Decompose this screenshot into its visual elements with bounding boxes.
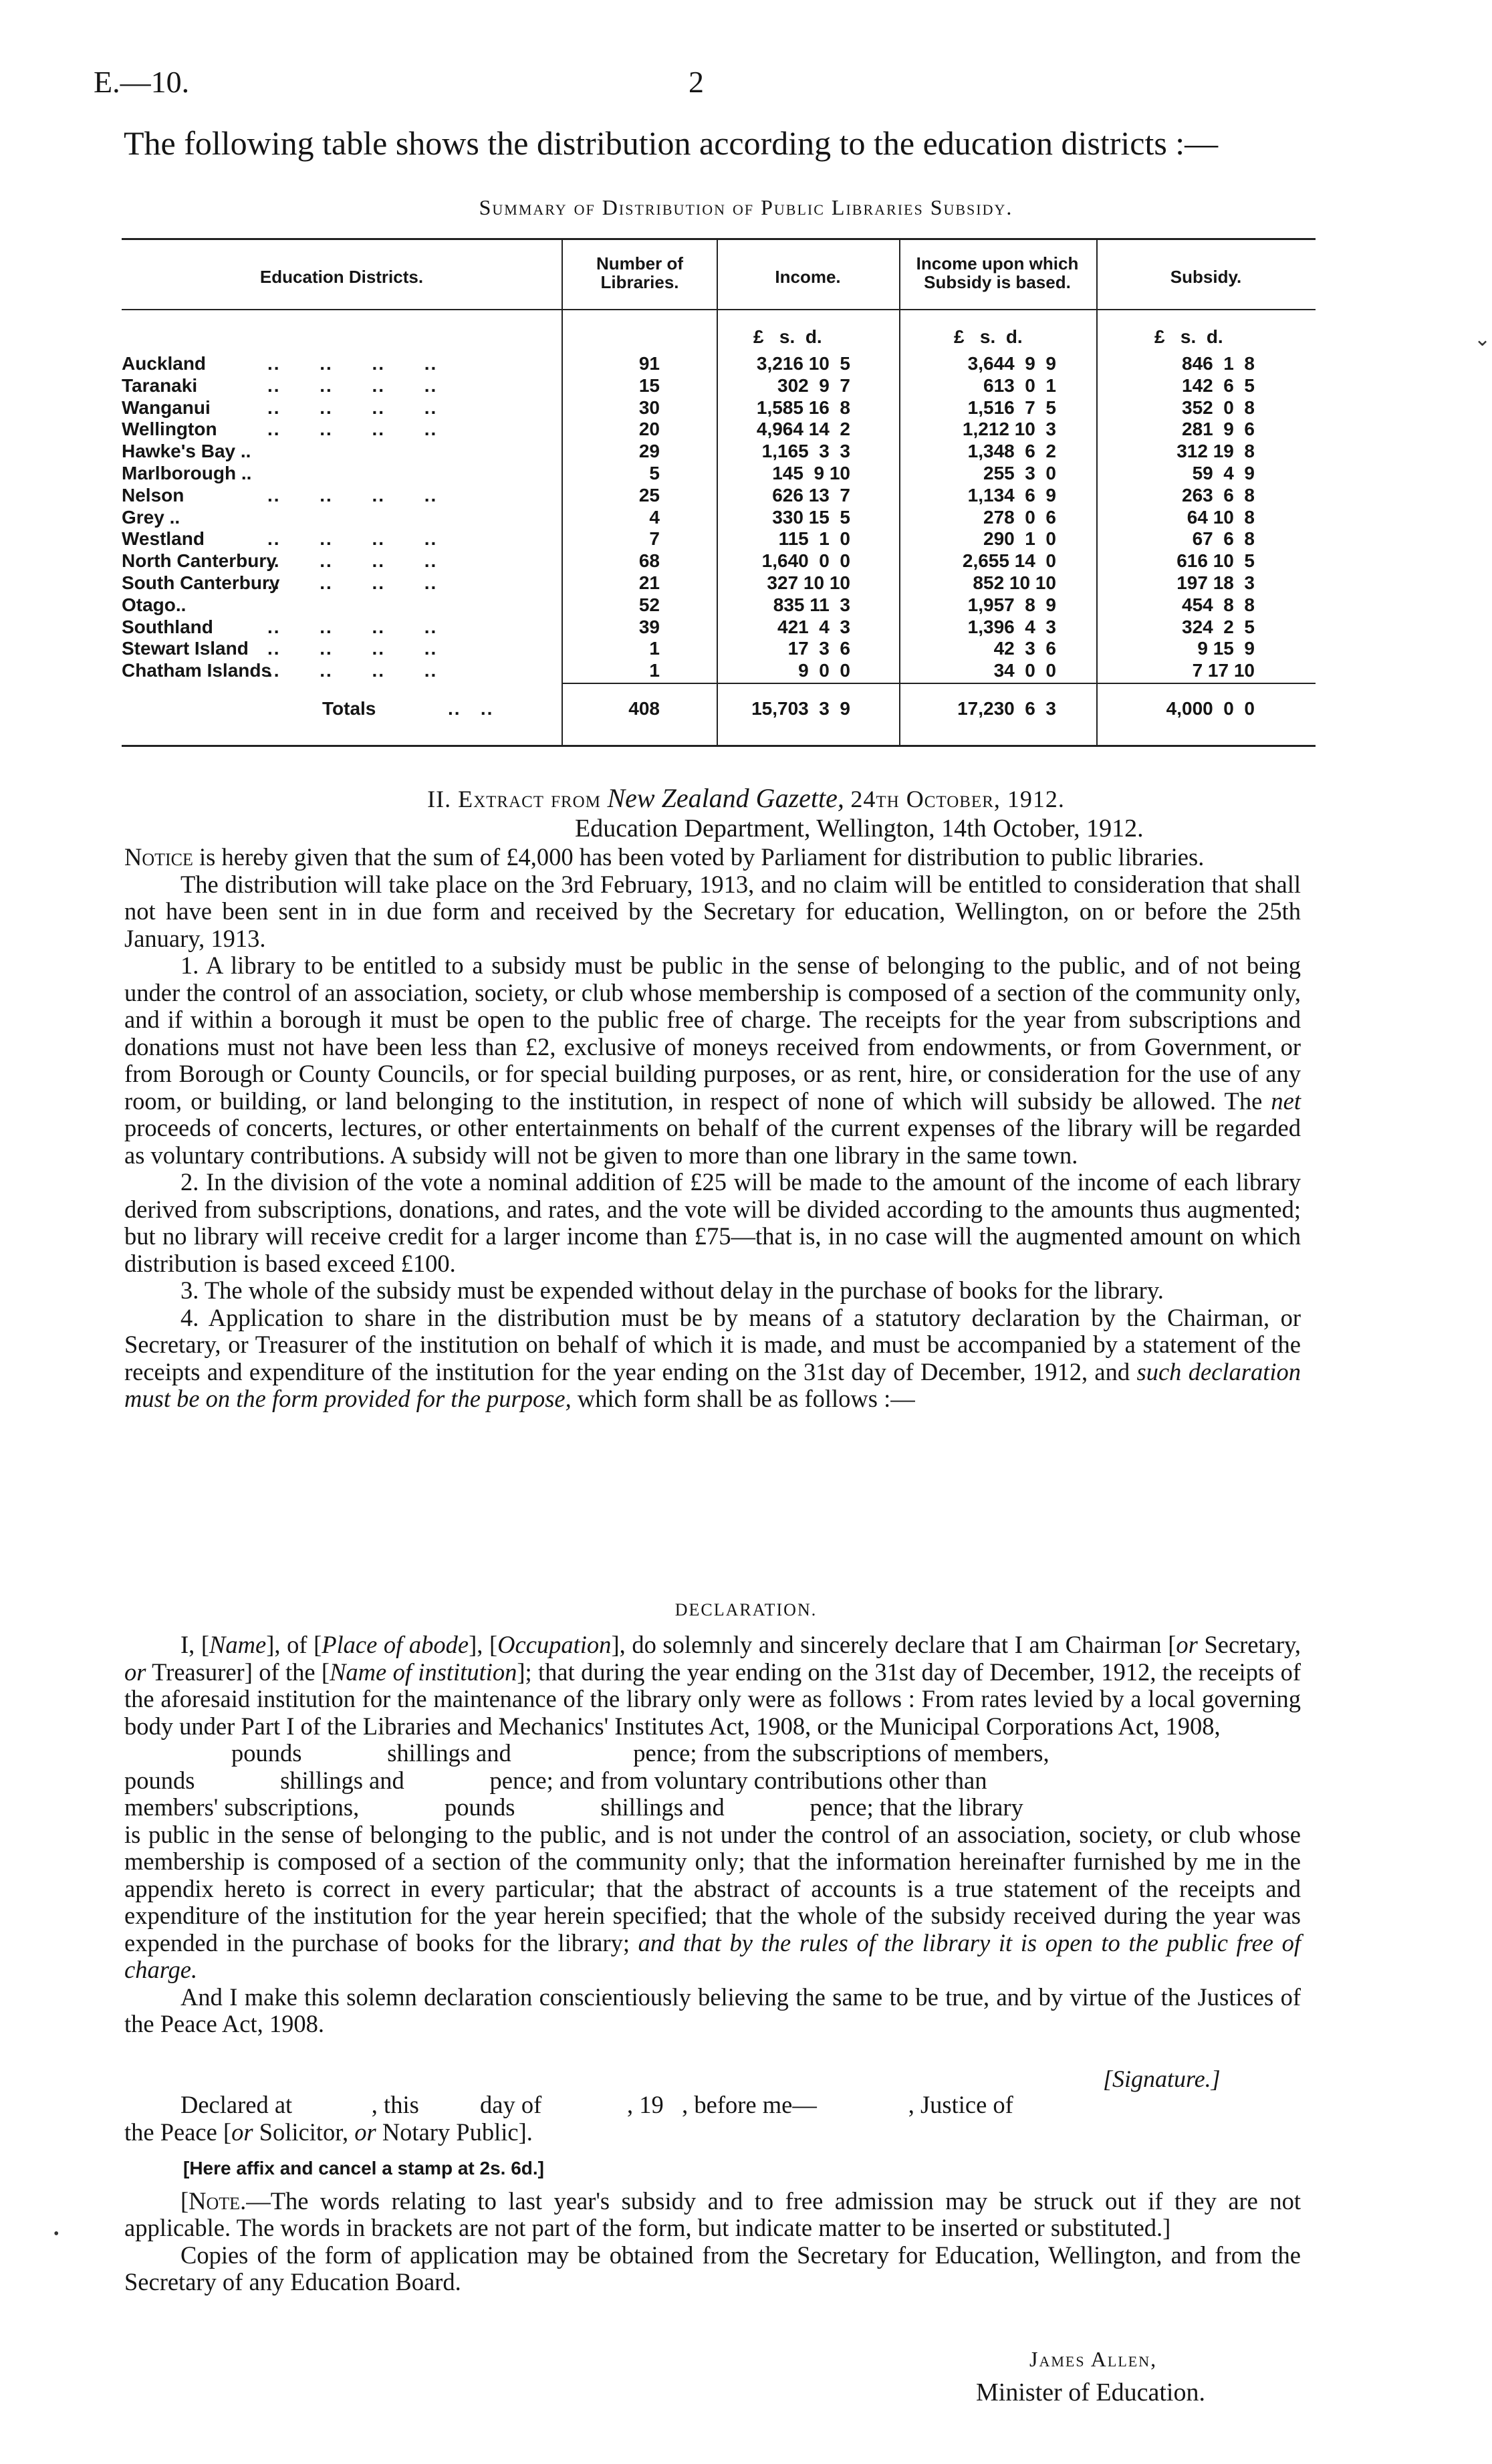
- libraries-cell: 20: [638, 419, 660, 440]
- table-row: [122, 441, 1316, 462]
- district-cell: Otago..: [122, 594, 186, 615]
- table-caption: Summary of Distribution of Public Libraries Subsidy.: [479, 195, 1013, 219]
- district-cell: Auckland: [122, 353, 207, 374]
- district-cell: Taranaki: [122, 374, 198, 396]
- note-paragraph: [Note.—The words relating to last year's subsidy and to free admission may be struck out if they are not applicable. The words in brackets are not part of the form, but indicate matter to be inserted or substituted.]: [124, 2187, 1301, 2241]
- condition-4-paragraph: 4. Application to share in the distribution must be by means of a statutory declaration by the Chairman, or Secretary, or Treasurer of the institution on behalf of which it is made, and must be accompanied by a statement of the receipts and expenditure of the institution for the year ending on the 31st day of December, 1912, and such declaration must be on the form provided for the purpose, which form shall be as follows :—: [124, 1303, 1301, 1412]
- header-number-of-libraries: Number of Libraries.: [596, 253, 683, 292]
- based-cell: 1,957 8 9: [967, 594, 1056, 615]
- declaration-heading: DECLARATION.: [674, 1600, 818, 1619]
- income-cell: 4,964 14 2: [756, 419, 850, 440]
- income-cell: 1,640 0 0: [761, 550, 850, 572]
- table-row: [122, 594, 1316, 616]
- leader-dots: .. .. .. ..: [267, 484, 438, 506]
- subsidy-cell: 64 10 8: [1187, 506, 1255, 528]
- totals-income: 15,703 3 9: [751, 698, 850, 719]
- subsidy-cell: 263 6 8: [1182, 484, 1255, 506]
- margin-mark: •: [53, 2225, 59, 2243]
- leader-dots: .. .. .. ..: [267, 419, 438, 440]
- table-row: [122, 528, 1316, 550]
- table-row: [122, 507, 1316, 528]
- leader-dots: .. .. .. ..: [267, 397, 438, 418]
- condition-1-paragraph: 1. A library to be entitled to a subsidy must be public in the sense of belonging to the public, and of not being under the control of an association, society, or club whose membership is composed of a section of the community only, and if within a borough it must be open to the public free of charge. The receipts for the year from subscriptions and donations must not have been less than £2, exclusive of moneys received from endowments, or from Government, or from Borough or County Councils, or for special building purposes, or as rent, hire, or consideration for the use of any room, or building, or land belonging to the institution, in respect of none of which will subsidy be allowed. The net proceeds of concerts, lectures, or other entertainments on behalf of the current expenses of the library will be regarded as voluntary contributions. A subsidy will not be given to more than one library in the same town.: [124, 951, 1301, 1169]
- header-income: Income.: [775, 267, 841, 287]
- table-row: [122, 638, 1316, 659]
- libraries-cell: 29: [638, 441, 660, 462]
- district-cell: Nelson: [122, 484, 184, 506]
- libraries-cell: 30: [638, 397, 660, 418]
- income-cell: 1,585 16 8: [756, 397, 850, 418]
- condition-3-paragraph: 3. The whole of the subsidy must be expended without delay in the purchase of books for the library.: [180, 1276, 1164, 1304]
- based-cell: 852 10 10: [973, 572, 1056, 593]
- income-cell: 17 3 6: [787, 638, 850, 659]
- table-row: [122, 617, 1316, 638]
- libraries-cell: 52: [638, 594, 660, 615]
- notice-paragraph: Notice is hereby given that the sum of £4,000 has been voted by Parliament for distribution to public libraries.: [124, 843, 1205, 871]
- table-row: [122, 660, 1316, 681]
- district-cell: Marlborough ..: [122, 463, 252, 483]
- libraries-cell: 68: [638, 550, 660, 572]
- leader-dots: .. .. .. ..: [267, 572, 438, 593]
- declaration-text: [124, 1632, 1301, 2038]
- subsidy-cell: 846 1 8: [1182, 353, 1255, 374]
- subsidy-cell: 352 0 8: [1182, 397, 1255, 418]
- notice-text: [124, 844, 1301, 1413]
- income-cell: 1,165 3 3: [761, 441, 850, 462]
- solemn-declaration: And I make this solemn declaration conscientiously believing the same to be true, and by virtue of the Justices of the Peace Act, 1908.: [124, 1983, 1301, 2037]
- libraries-cell: 91: [638, 353, 660, 374]
- district-cell: Grey ..: [122, 506, 180, 528]
- margin-mark: ⌄: [1474, 328, 1491, 350]
- libraries-cell: 21: [638, 572, 660, 593]
- based-cell: 1,516 7 5: [967, 397, 1056, 418]
- units-based: £ s. d.: [954, 326, 1023, 347]
- dateline: Education Department, Wellington, 14th October, 1912.: [575, 814, 1144, 843]
- based-cell: 1,212 10 3: [962, 419, 1056, 440]
- leader-dots: .. ..: [448, 698, 494, 719]
- based-cell: 42 3 6: [993, 638, 1056, 659]
- district-cell: Southland: [122, 616, 213, 637]
- libraries-cell: 7: [649, 528, 660, 550]
- report-reference: E.—10.: [94, 65, 190, 99]
- based-cell: 34 0 0: [993, 660, 1056, 681]
- income-cell: 302 9 7: [777, 374, 850, 396]
- income-cell: 421 4 3: [777, 616, 850, 637]
- income-cell: 626 13 7: [772, 484, 850, 506]
- subsidy-cell: 142 6 5: [1182, 374, 1255, 396]
- table-header-rule: [122, 309, 1316, 310]
- blank-line-subscriptions: pounds shillings and pence; and from voluntary contributions other than: [124, 1766, 987, 1794]
- income-cell: 115 1 0: [778, 528, 850, 550]
- subsidy-cell: 324 2 5: [1182, 616, 1255, 637]
- header-subsidy: Subsidy.: [1170, 267, 1242, 287]
- subsidy-cell: 454 8 8: [1182, 594, 1255, 615]
- declared-block: [124, 2092, 1301, 2296]
- blank-line-contributions: members' subscriptions, pounds shillings and pence; that the library: [124, 1793, 1023, 1821]
- totals-row: [122, 698, 1316, 719]
- table-row: [122, 353, 1316, 374]
- based-cell: 1,348 6 2: [967, 441, 1056, 462]
- district-cell: Westland: [122, 528, 205, 550]
- declaration-paragraph: I, [Name], of [Place of abode], [Occupation], do solemnly and sincerely declare that I am Chairman [or Secretary, or Treasurer] of the [Name of institution]; that during the year ending on the 31st day of December, 1912, the receipts of the aforesaid institution for the maintenance of the library only were as follows : From rates levied by a local governing body under Part I of the Libraries and Mechanics' Institutes Act, 1908, or the Municipal Corporations Act, 1908,: [124, 1631, 1301, 1740]
- libraries-cell: 5: [649, 463, 660, 483]
- based-cell: 2,655 14 0: [962, 550, 1056, 572]
- table-row: [122, 463, 1316, 484]
- section-heading: II. Extract from New Zealand Gazette, 24th October, 1912.: [427, 783, 1065, 813]
- leader-dots: .. .. .. ..: [267, 353, 438, 374]
- totals-based: 17,230 6 3: [957, 698, 1056, 719]
- totals-rule: [899, 683, 1096, 684]
- totals-rule: [562, 683, 717, 684]
- subsidy-cell: 59 4 9: [1192, 463, 1255, 483]
- district-cell: Wanganui: [122, 397, 211, 418]
- table-top-rule: [122, 238, 1316, 240]
- units-income: £ s. d.: [753, 326, 822, 347]
- district-cell: Stewart Island: [122, 638, 249, 659]
- header-income-subsidy-based: Income upon which Subsidy is based.: [916, 253, 1079, 292]
- leader-dots: .. .. .. ..: [267, 616, 438, 637]
- subsidy-cell: 7 17 10: [1192, 660, 1255, 681]
- district-cell: Chatham Islands: [122, 660, 272, 681]
- table-row: [122, 550, 1316, 572]
- leader-dots: .. .. .. ..: [267, 550, 438, 572]
- signatory-name: James Allen,: [1029, 2347, 1158, 2371]
- based-cell: 613 0 1: [983, 374, 1056, 396]
- subsidy-cell: 9 15 9: [1197, 638, 1255, 659]
- income-cell: 9 0 0: [798, 660, 850, 681]
- income-cell: 835 11 3: [773, 594, 850, 615]
- libraries-cell: 25: [638, 484, 660, 506]
- subsidy-cell: 281 9 6: [1182, 419, 1255, 440]
- blank-line-rates: pounds shillings and pence; from the subscriptions of members,: [231, 1739, 1049, 1767]
- based-cell: 1,396 4 3: [967, 616, 1056, 637]
- leader-dots: .. .. .. ..: [267, 528, 438, 550]
- intro-paragraph: The following table shows the distribution according to the education districts :—: [124, 124, 1219, 162]
- district-cell: North Canterbury: [122, 550, 277, 572]
- based-cell: 3,644 9 9: [967, 353, 1056, 374]
- leader-dots: .. .. .. ..: [267, 660, 438, 681]
- district-cell: Wellington: [122, 419, 217, 440]
- condition-2-paragraph: 2. In the division of the vote a nominal addition of £25 will be made to the amount of the income of each library derived from subscriptions, donations, and rates, and the vote will be divided according to the amounts thus augmented; but no library will receive credit for a larger income than £75—that is, in no case will the augmented amount on which distribution is based exceed £100.: [124, 1168, 1301, 1277]
- signatory-title: Minister of Education.: [976, 2378, 1205, 2406]
- income-cell: 145 9 10: [772, 463, 850, 483]
- income-cell: 330 15 5: [772, 506, 850, 528]
- stamp-instruction: [Here affix and cancel a stamp at 2s. 6d.]: [183, 2158, 544, 2178]
- table-row: [122, 397, 1316, 419]
- declared-line: Declared at , this day of , 19 , before me— , Justice of: [180, 2091, 1013, 2118]
- leader-dots: .. .. .. ..: [267, 638, 438, 659]
- table-row: [122, 375, 1316, 397]
- district-cell: Hawke's Bay ..: [122, 441, 251, 462]
- subsidy-cell: 67 6 8: [1192, 528, 1255, 550]
- leader-dots: .. .. .. ..: [267, 374, 438, 396]
- page-number: 2: [689, 65, 704, 99]
- based-cell: 278 0 6: [983, 506, 1056, 528]
- totals-rule: [717, 683, 899, 684]
- totals-libraries: 408: [628, 698, 660, 719]
- totals-label: Totals: [322, 698, 376, 719]
- libraries-cell: 39: [638, 616, 660, 637]
- units-subsidy: £ s. d.: [1154, 326, 1223, 347]
- libraries-cell: 1: [649, 660, 660, 681]
- libraries-cell: 4: [649, 506, 660, 528]
- based-cell: 255 3 0: [983, 463, 1056, 483]
- subsidy-cell: 197 18 3: [1176, 572, 1255, 593]
- libraries-cell: 1: [649, 638, 660, 659]
- totals-rule: [1096, 683, 1316, 684]
- income-cell: 327 10 10: [767, 572, 850, 593]
- subsidy-cell: 312 19 8: [1176, 441, 1255, 462]
- table-row: [122, 572, 1316, 594]
- table-bottom-rule: [122, 745, 1316, 747]
- totals-subsidy: 4,000 0 0: [1166, 698, 1255, 719]
- signature-placeholder: [Signature.]: [1103, 2065, 1221, 2092]
- declaration-continued: is public in the sense of belonging to the public, and is not under the control of an association, society, or club whose membership is composed of a section of the community only; that the information hereinafter furnished by me in the appendix hereto is correct in every particular; that the abstract of accounts is a true statement of the receipts and expenditure of the institution for the year herein specified; that the whole of the subsidy received during the year was expended in the purchase of books for the library; and that by the rules of the library it is open to the public free of charge.: [124, 1820, 1301, 1983]
- declared-line-2: the Peace [or Solicitor, or Notary Public].: [124, 2118, 533, 2146]
- based-cell: 1,134 6 9: [967, 484, 1056, 506]
- based-cell: 290 1 0: [983, 528, 1056, 550]
- libraries-cell: 15: [638, 374, 660, 396]
- table-row: [122, 419, 1316, 440]
- header-education-districts: Education Districts.: [259, 267, 424, 287]
- district-cell: South Canterbury: [122, 572, 280, 593]
- distribution-paragraph: The distribution will take place on the 3rd February, 1913, and no claim will be entitled to consideration that shall not have been sent in in due form and received by the Secretary for education, Wellington, on or before the 25th January, 1913.: [124, 870, 1301, 952]
- copies-paragraph: Copies of the form of application may be obtained from the Secretary for Education, Wellington, and from the Secretary of any Education Board.: [124, 2241, 1301, 2295]
- subsidy-cell: 616 10 5: [1176, 550, 1255, 572]
- table-row: [122, 485, 1316, 506]
- income-cell: 3,216 10 5: [756, 353, 850, 374]
